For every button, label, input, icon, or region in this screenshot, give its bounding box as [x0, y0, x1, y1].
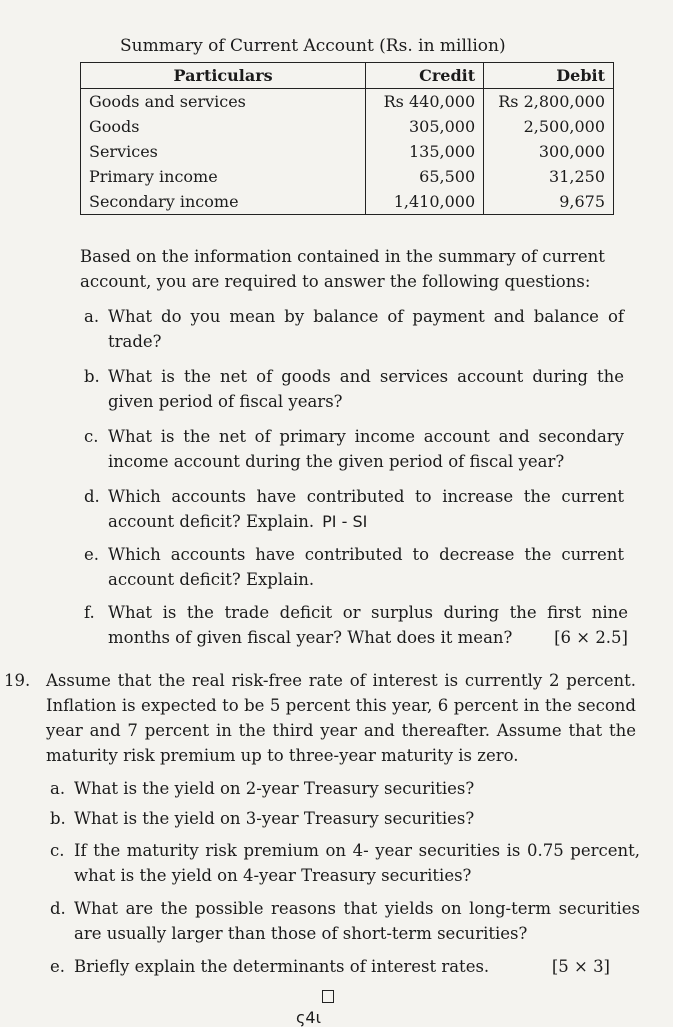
- row-particular: Primary income: [81, 164, 366, 189]
- q19-part-b: [50, 806, 640, 831]
- row-credit: 1,410,000: [366, 189, 484, 215]
- question-label: f.: [84, 603, 95, 622]
- question-e: [84, 542, 624, 592]
- question-text: If the maturity risk premium on 4- year securities is 0.75 percent, what is the yield on 4-year Treasury securities?: [74, 841, 640, 885]
- table-row: [81, 139, 614, 164]
- q19-part-d: [50, 896, 640, 946]
- question-text: Which accounts have contributed to decrease the current account deficit? Explain.: [108, 545, 624, 589]
- row-debit: 2,500,000: [484, 114, 614, 139]
- row-particular: Services: [81, 139, 366, 164]
- question-text: What is the yield on 3-year Treasury securities?: [74, 809, 475, 828]
- row-debit: 9,675: [484, 189, 614, 215]
- intro-text: Based on the information contained in the summary of current account, you are required to answer the following questions:: [80, 247, 605, 291]
- question-19-text: Assume that the real risk-free rate of interest is currently 2 percent. Inflation is expected to be 5 percent this year, 6 percent in the second year and 7 percent in the third year and thereafter. Assume that the maturity risk premium up to three-year maturity is zero.: [46, 671, 636, 765]
- table-row: [81, 189, 614, 215]
- question-c: [84, 424, 624, 474]
- row-credit: 305,000: [366, 114, 484, 139]
- question-label: a.: [50, 779, 66, 798]
- row-credit: 135,000: [366, 139, 484, 164]
- handwritten-scribble: ς4ι: [296, 1008, 321, 1027]
- row-credit: Rs 440,000: [366, 89, 484, 115]
- question-label: a.: [84, 307, 100, 326]
- header-debit: Debit: [484, 63, 614, 89]
- question-text: Which accounts have contributed to increase the current account deficit? Explain.: [108, 487, 624, 531]
- question-label: d.: [50, 899, 66, 918]
- question-text: Briefly explain the determinants of interest rates.: [74, 957, 490, 976]
- row-particular: Goods: [81, 114, 366, 139]
- question-text: What is the yield on 2-year Treasury securities?: [74, 779, 475, 798]
- table-title: Summary of Current Account (Rs. in million): [120, 36, 506, 56]
- marks-label: [6 × 2.5]: [554, 628, 628, 647]
- question-label: b.: [84, 367, 100, 386]
- table-row: [81, 114, 614, 139]
- question-label: c.: [84, 427, 99, 446]
- header-credit: Credit: [366, 63, 484, 89]
- question-number: 19.: [4, 671, 31, 690]
- question-label: c.: [50, 841, 65, 860]
- question-d: [84, 484, 624, 534]
- row-credit: 65,500: [366, 164, 484, 189]
- question-b: [84, 364, 624, 414]
- marks-label: [5 × 3]: [551, 957, 610, 976]
- question-label: b.: [50, 809, 66, 828]
- header-particulars: Particulars: [81, 63, 366, 89]
- table-header-row: [81, 63, 614, 89]
- table-row: [81, 89, 614, 115]
- handwritten-note: PI - SI: [322, 512, 368, 531]
- question-a: [84, 304, 624, 354]
- question-label: e.: [84, 545, 100, 564]
- row-debit: 300,000: [484, 139, 614, 164]
- question-text: What is the net of primary income account and secondary income account during the given period of fiscal year?: [108, 427, 624, 471]
- question-text: What is the net of goods and services account during the given period of fiscal years?: [108, 367, 624, 411]
- q19-part-a: [50, 776, 640, 801]
- row-particular: Secondary income: [81, 189, 366, 215]
- question-text: What is the trade deficit or surplus during the first nine months of given fiscal year? What does it mean?: [108, 603, 628, 647]
- current-account-table: [80, 62, 614, 215]
- table-row: [81, 164, 614, 189]
- row-debit: 31,250: [484, 164, 614, 189]
- row-particular: Goods and services: [81, 89, 366, 115]
- q19-part-c: [50, 838, 640, 888]
- question-text: What are the possible reasons that yields on long-term securities are usually larger than those of short-term securities?: [74, 899, 640, 943]
- square-icon: [322, 990, 334, 1003]
- q19-part-e: [50, 954, 610, 979]
- question-label: e.: [50, 957, 66, 976]
- row-debit: Rs 2,800,000: [484, 89, 614, 115]
- question-text: What do you mean by balance of payment and balance of trade?: [108, 307, 624, 351]
- question-f: [84, 600, 628, 650]
- question-label: d.: [84, 487, 100, 506]
